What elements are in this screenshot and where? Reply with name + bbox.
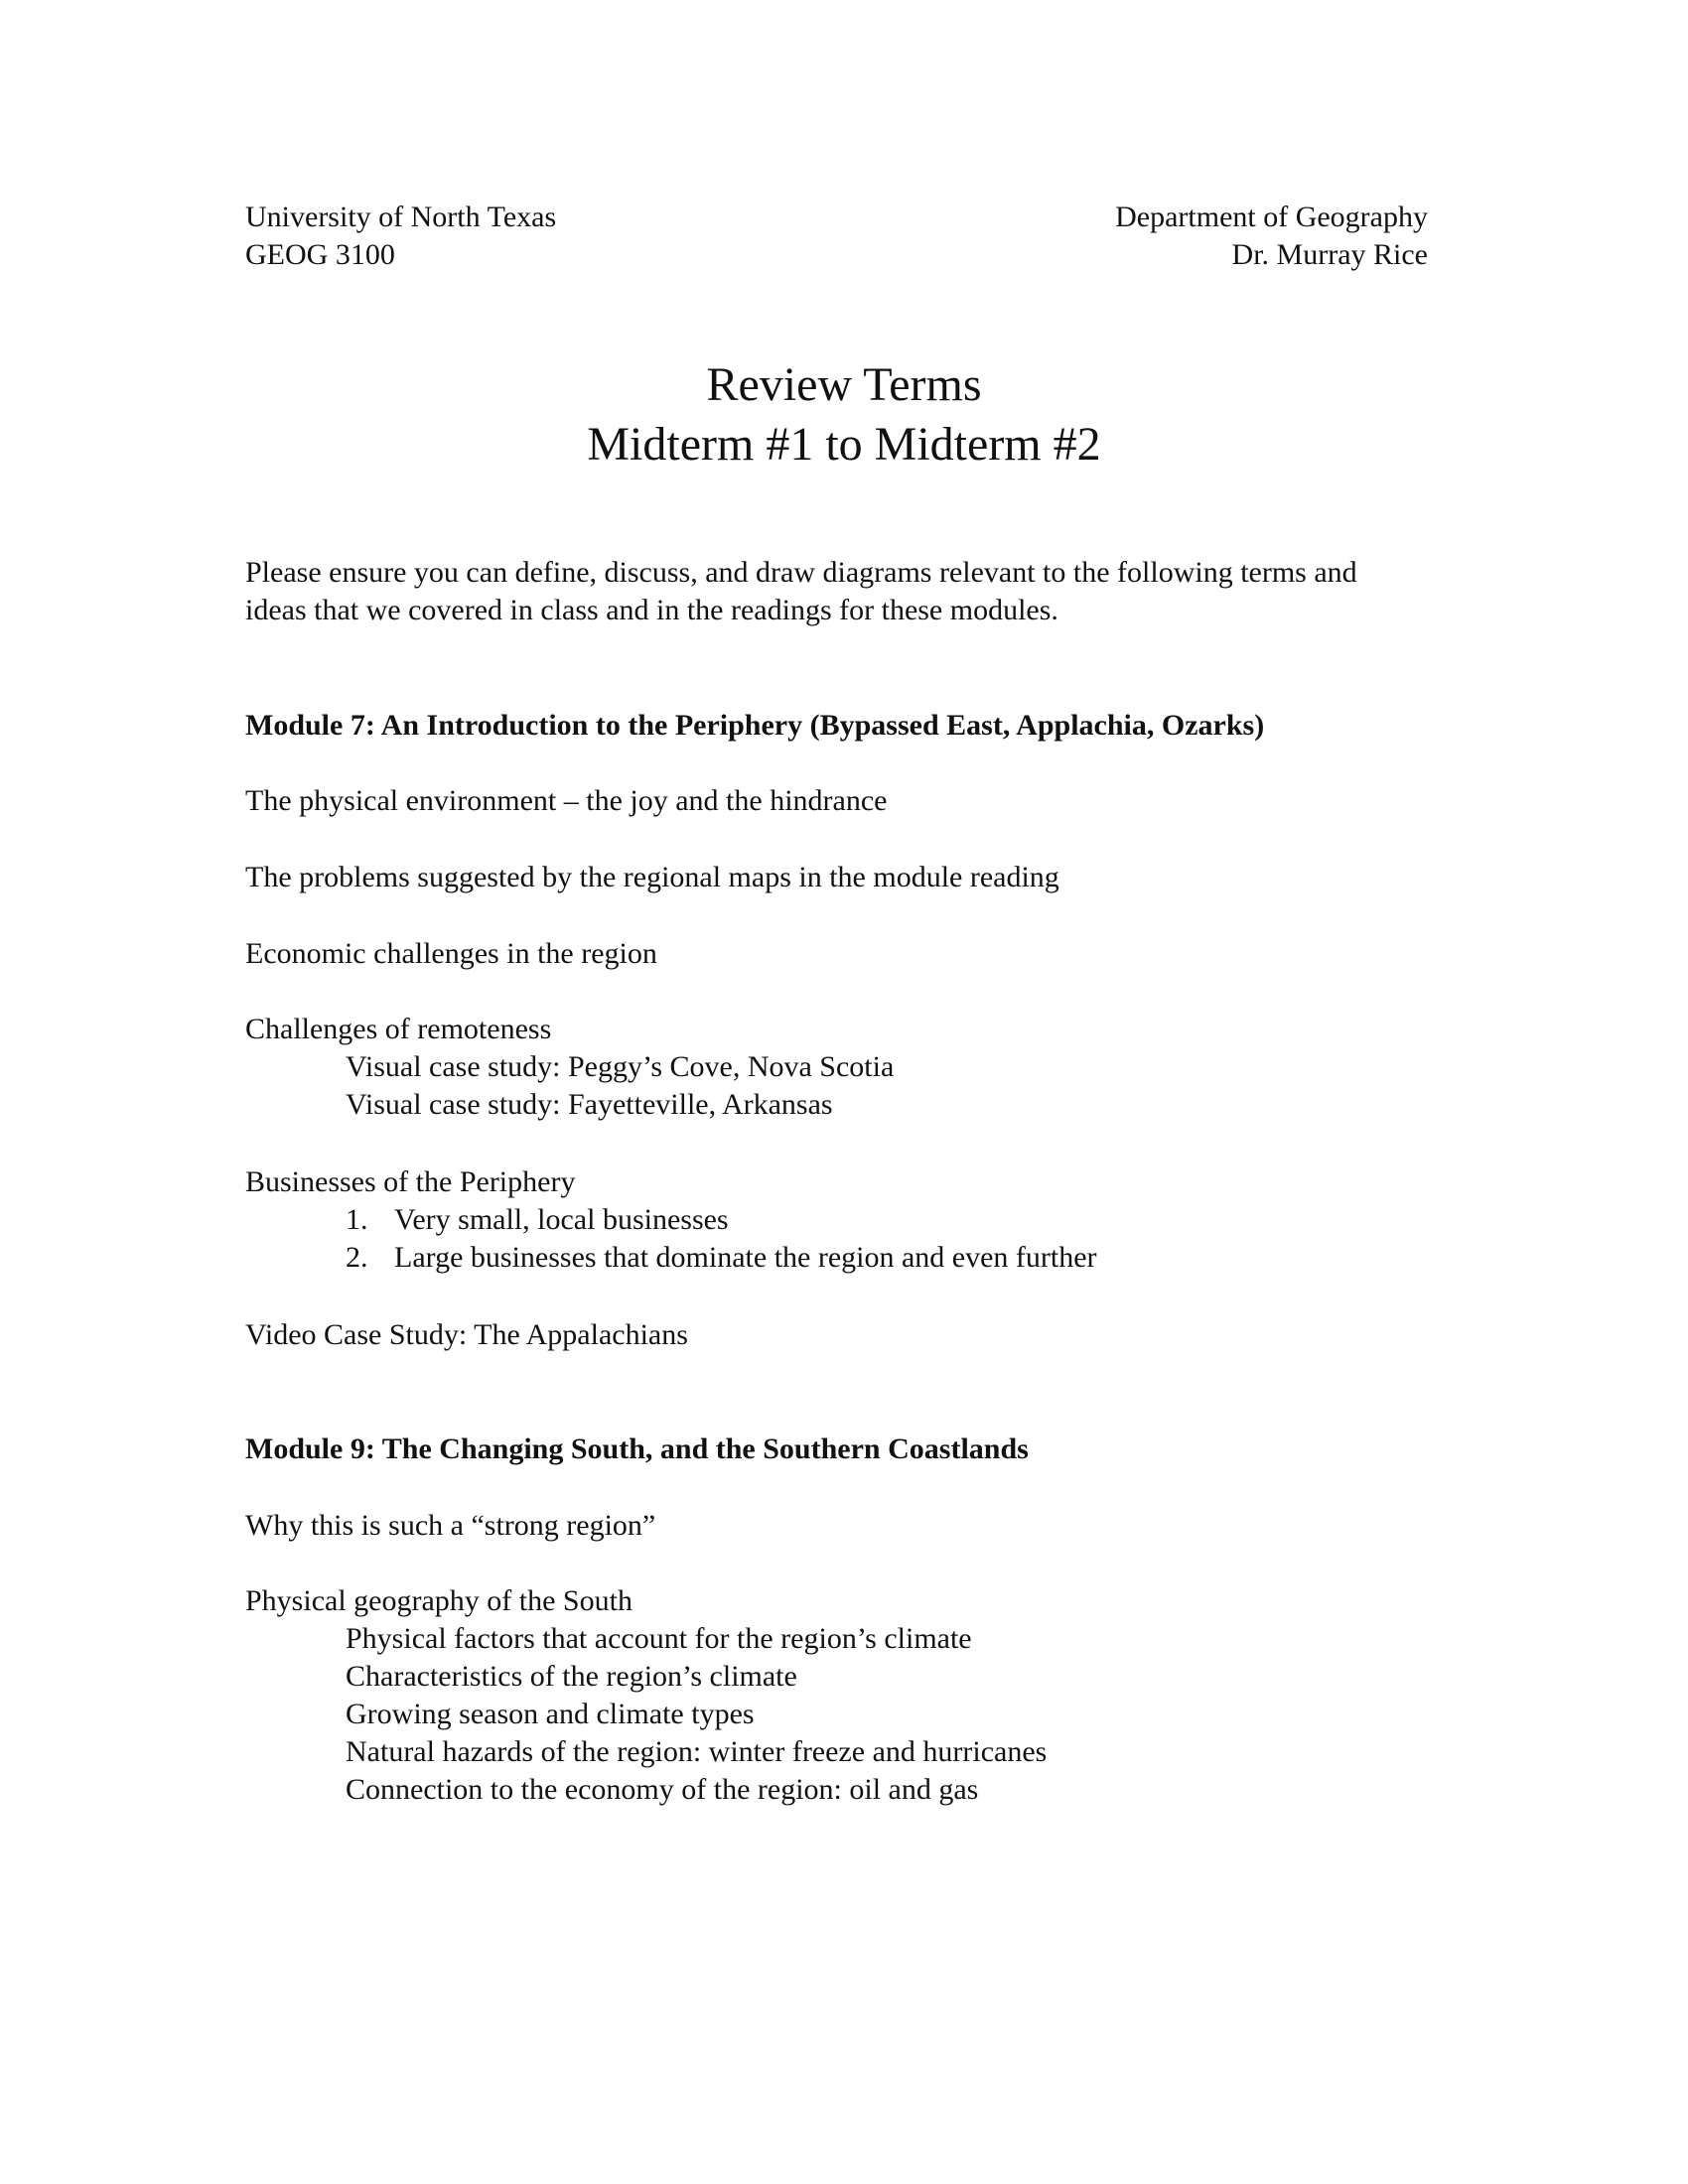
- module-7-item-remoteness: [245, 1011, 894, 1124]
- case-study-peggys-cove: Visual case study: Peggy’s Cove, Nova Scotia: [346, 1050, 895, 1083]
- list-text: Large businesses that dominate the region and even further: [394, 1241, 1097, 1274]
- numbered-list-item: [245, 1201, 1097, 1239]
- list-text: Very small, local businesses: [394, 1203, 729, 1236]
- sub-item: Characteristics of the region’s climate: [346, 1660, 797, 1693]
- module-7-item: The problems suggested by the regional maps in the module reading: [245, 861, 1059, 893]
- header-left: [245, 199, 556, 274]
- title-line-2: Midterm #1 to Midterm #2: [587, 418, 1101, 471]
- module-7-item-businesses: [245, 1163, 1097, 1277]
- module-7-item: The physical environment – the joy and the hindrance: [245, 784, 888, 817]
- instructor-name: Dr. Murray Rice: [1231, 238, 1428, 271]
- sub-item: Physical factors that account for the region’s climate: [346, 1622, 972, 1655]
- page-title: [0, 355, 1688, 475]
- header-right: [1115, 199, 1428, 274]
- module-7-item: Economic challenges in the region: [245, 937, 657, 970]
- university-name: University of North Texas: [245, 201, 557, 233]
- physical-geography-label: Physical geography of the South: [245, 1584, 633, 1617]
- sub-item: Natural hazards of the region: winter freeze and hurricanes: [346, 1735, 1048, 1768]
- case-study-fayetteville: Visual case study: Fayetteville, Arkansas: [346, 1088, 833, 1121]
- module-9-heading: Module 9: The Changing South, and the Southern Coastlands: [245, 1433, 1029, 1465]
- sub-item: Connection to the economy of the region: oil and gas: [346, 1773, 979, 1806]
- remoteness-label: Challenges of remoteness: [245, 1013, 552, 1045]
- module-7-heading: Module 7: An Introduction to the Periphery (Bypassed East, Applachia, Ozarks): [245, 709, 1265, 742]
- title-line-1: Review Terms: [706, 358, 982, 411]
- sub-item: Growing season and climate types: [346, 1698, 755, 1730]
- numbered-list-item: [245, 1239, 1097, 1277]
- intro-line-1: Please ensure you can define, discuss, and draw diagrams relevant to the following terms and: [245, 556, 1357, 589]
- intro-line-2: ideas that we covered in class and in the readings for these modules.: [245, 594, 1058, 626]
- businesses-label: Businesses of the Periphery: [245, 1165, 576, 1198]
- course-code: GEOG 3100: [245, 238, 395, 271]
- intro-paragraph: [245, 554, 1437, 629]
- list-number: 1.: [346, 1203, 368, 1236]
- department-name: Department of Geography: [1115, 201, 1428, 233]
- list-number: 2.: [346, 1241, 368, 1274]
- module-9-item: Why this is such a “strong region”: [245, 1509, 656, 1542]
- module-7-item: Video Case Study: The Appalachians: [245, 1318, 688, 1351]
- module-9-item-physical-geography: [245, 1582, 1047, 1809]
